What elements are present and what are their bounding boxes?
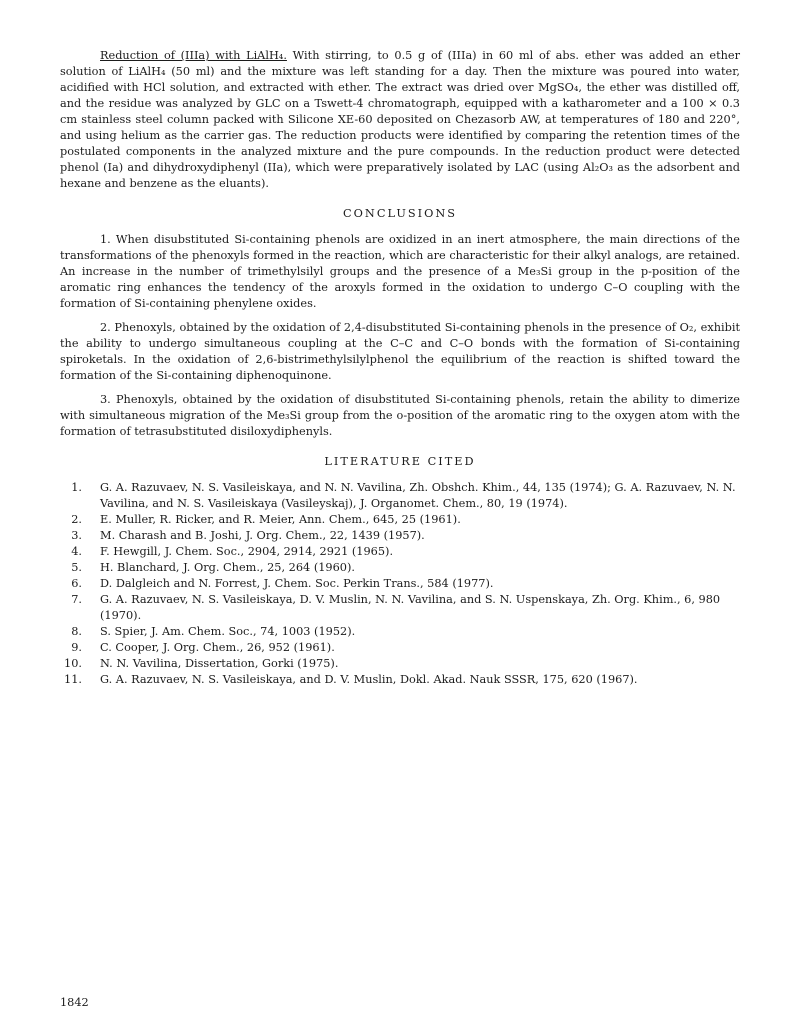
reference-number: 9.: [71, 641, 82, 654]
reference-number: 6.: [71, 577, 82, 590]
reference-item: [60, 528, 740, 544]
conclusions-heading: CONCLUSIONS: [343, 207, 457, 220]
literature-heading: LITERATURE CITED: [324, 455, 476, 468]
reference-text: S. Spier, J. Am. Chem. Soc., 74, 1003 (1952).: [100, 625, 356, 638]
page-body: [60, 48, 740, 688]
reference-number: 2.: [71, 513, 82, 526]
reference-number: 10.: [64, 657, 82, 670]
reference-item: [60, 560, 740, 576]
reference-text: D. Dalgleich and N. Forrest, J. Chem. Soc. Perkin Trans., 584 (1977).: [100, 577, 494, 590]
conclusions-section: [60, 232, 740, 440]
conclusion-item-2: 2. Phenoxyls, obtained by the oxidation of 2,4-disubstituted Si-containing phenols in the presence of O₂, exhibit the ability to undergo simultaneous coupling at the C–C and C–O bonds with the formation of Si-containing spiroketals. In the oxidation of 2,6-bistrimethylsilylphenol the equilibrium of the reaction is shifted toward the formation of the Si-containing diphenoquinone.: [60, 321, 740, 382]
reference-number: 8.: [71, 625, 82, 638]
reference-item: [60, 544, 740, 560]
reference-number: 11.: [64, 673, 82, 686]
reference-list: [60, 480, 740, 688]
reference-number: 4.: [71, 545, 82, 558]
reference-item: [60, 624, 740, 640]
conclusion-item-3: 3. Phenoxyls, obtained by the oxidation of disubstituted Si-containing phenols, retain the ability to dimerize with simultaneous migration of the Me₃Si group from the o-position of the aromatic ring to the oxygen atom with the formation of tetrasubstituted disiloxydiphenyls.: [60, 393, 740, 438]
reference-text: G. A. Razuvaev, N. S. Vasileiskaya, D. V. Muslin, N. N. Vavilina, and S. N. Uspenskaya, Zh. Org. Khim., 6, 980 (1970).: [100, 593, 721, 622]
reference-text: G. A. Razuvaev, N. S. Vasileiskaya, and N. N. Vavilina, Zh. Obshch. Khim., 44, 135 (1974); G. A. Razuvaev, N. N. Vavilina, and N. S. Vasileiskaya (Vasileyskaj), J. Organomet. Chem., 80, 19 (1974).: [100, 481, 736, 510]
reference-text: M. Charash and B. Joshi, J. Org. Chem., 22, 1439 (1957).: [100, 529, 425, 542]
reference-text: F. Hewgill, J. Chem. Soc., 2904, 2914, 2921 (1965).: [100, 545, 394, 558]
reference-text: E. Muller, R. Ricker, and R. Meier, Ann. Chem., 645, 25 (1961).: [100, 513, 461, 526]
reference-number: 3.: [71, 529, 82, 542]
reference-text: N. N. Vavilina, Dissertation, Gorki (1975).: [100, 657, 339, 670]
reference-item: [60, 512, 740, 528]
reference-number: 1.: [71, 481, 82, 494]
intro-title: Reduction of (IIIa) with LiAlH₄.: [100, 49, 287, 62]
intro-body: With stirring, to 0.5 g of (IIIa) in 60 ml of abs. ether was added an ether solution of LiAlH₄ (50 ml) and the mixture was left standing for a day. Then the mixture was poured into water, acidified with HCl solution, and extracted with ether. The extract was dried over MgSO₄, the ether was distilled off, and the residue was analyzed by GLC on a Tswett-4 chromatograph, equipped with a katharometer and a 100 × 0.3 cm stainless steel column packed with Silicone XE-60 deposited on Chezasorb AW, at temperatures of 180 and 220°, and using helium as the carrier gas. The reduction products were identified by comparing the retention times of the postulated components in the analyzed mixture and the pure compounds. In the reduction product were detected phenol (Ia) and dihydroxydiphenyl (IIa), which were preparatively isolated by LAC (using Al₂O₃ as the adsorbent and hexane and benzene as the eluants).: [60, 49, 740, 190]
reference-text: H. Blanchard, J. Org. Chem., 25, 264 (1960).: [100, 561, 355, 574]
reference-item: [60, 656, 740, 672]
intro-paragraph: [60, 48, 740, 192]
page-number: 1842: [60, 996, 89, 1009]
reference-item: [60, 640, 740, 656]
reference-text: C. Cooper, J. Org. Chem., 26, 952 (1961).: [100, 641, 335, 654]
conclusion-item-1: 1. When disubstituted Si-containing phenols are oxidized in an inert atmosphere, the main directions of the transformations of the phenoxyls formed in the reaction, which are characteristic for their alkyl analogs, are retained. An increase in the number of trimethylsilyl groups and the presence of a Me₃Si group in the p-position of the aromatic ring enhances the tendency of the aroxyls formed in the oxidation to undergo C–O coupling with the formation of Si-containing phenylene oxides.: [60, 233, 740, 310]
reference-item: [60, 672, 740, 688]
reference-number: 7.: [71, 593, 82, 606]
reference-item: [60, 576, 740, 592]
reference-text: G. A. Razuvaev, N. S. Vasileiskaya, and D. V. Muslin, Dokl. Akad. Nauk SSSR, 175, 620 (1967).: [100, 673, 638, 686]
reference-number: 5.: [71, 561, 82, 574]
reference-item: [60, 480, 740, 512]
reference-item: [60, 592, 740, 624]
